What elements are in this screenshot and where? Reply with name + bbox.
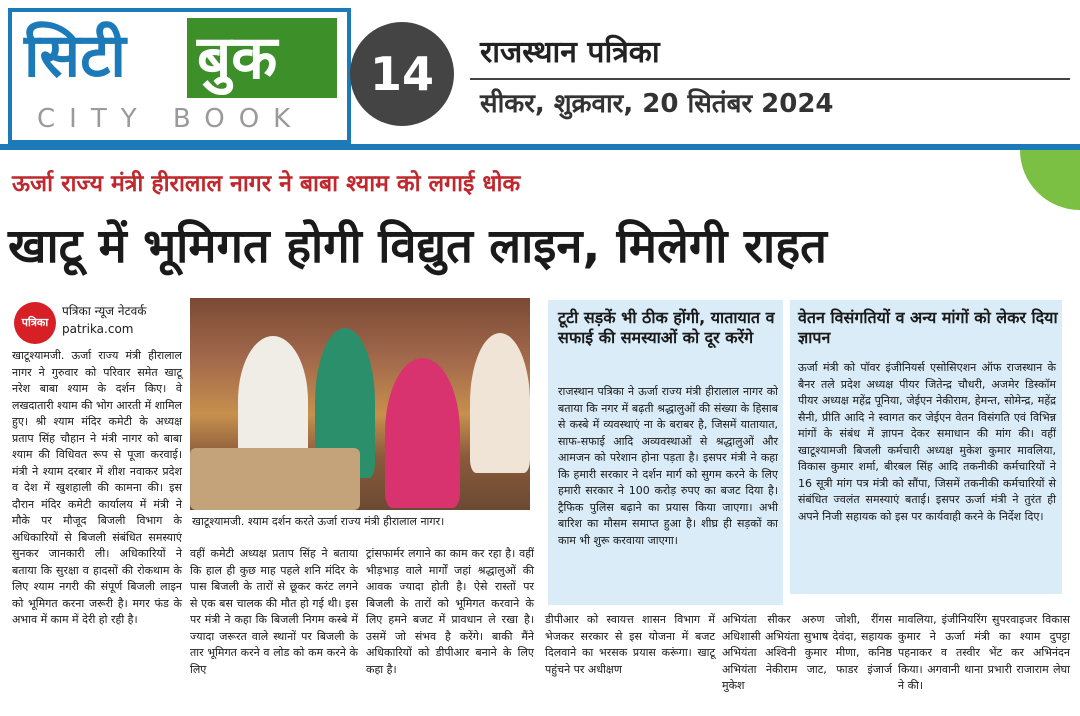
byline-site: patrika.com bbox=[62, 322, 134, 336]
photo-caption: खाटूश्यामजी. श्याम दर्शन करते ऊर्जा राज्य मंत्री हीरालाल नागर। bbox=[192, 515, 445, 528]
photo-figure bbox=[238, 336, 308, 466]
masthead-book: बुक bbox=[197, 23, 278, 93]
byline-name: पत्रिका न्यूज नेटवर्क bbox=[62, 304, 147, 318]
article-column-3: ट्रांसफार्मर लगाने का काम कर रहा है। वहीं भीड़भाड़ वाले मार्गों जहां श्रद्धालुओं की आवक ज्यादा होती है। ऐसे रास्तों पर बिजली के तारों को भूमिगत करवाने के लिए हमने बजट में प्रावधान ले रखा है। उसमें जो संभव है करेंगे। बाकी मैंने अधिकारियों को डीपीआर बनाने के लिए कहा है। bbox=[366, 547, 534, 676]
page-number: 14 bbox=[350, 22, 454, 126]
patrika-logo: पत्रिका bbox=[14, 302, 56, 344]
article-headline: खाटू में भूमिगत होगी विद्युत लाइन, मिलेगी राहत bbox=[8, 219, 827, 274]
box-memorandum-text: ऊर्जा मंत्री को पॉवर इंजीनियर्स एसोसिएशन ऑफ राजस्थान के बैनर तले प्रदेश अध्यक्ष पीयर जितेन्द्र चौधरी, अजमेर डिस्कॉम पीयर अध्यक्ष महेंद्र पूनिया, जेईएन नेकीराम, हेमन्त, सोमेन्द्र, महेंद्र सैनी, प्रीति आदि ने स्वागत कर जेईएन वेतन विसंगति एवं विभिन्न मांगों के संबंध में ज्ञापन देकर समाधान की मांग की। वहीं खाटूश्यामजी बिजली कर्मचारी अध्यक्ष मुकेश कुमार मावलिया, विकास कुमार शर्मा, बीरबल सिंह आदि तकनीकी कर्मचारियों ने 16 सूत्री मांग पत्र मंत्री को सौंपा, जिसमें तकनीकी कर्मचारियों से संबंधित ज्वलंत समस्याएं बताई। इसपर ऊर्जा मंत्री ने तुरंत ही अपने निजी सहायक को इस पर कार्यवाही करने के निर्देश दिए। bbox=[798, 361, 1056, 523]
dateline: सीकर, शुक्रवार, 20 सितंबर 2024 bbox=[480, 89, 834, 119]
article-column-4: डीपीआर को स्वायत्त शासन विभाग में भेजकर सरकार से इस योजना में बजट दिलवाने का भरसक प्रयास करूंगा। खाटू पहुंचने पर अधीक्षण bbox=[545, 613, 715, 676]
paper-name: राजस्थान पत्रिका bbox=[480, 35, 660, 70]
box-roads-text: राजस्थान पत्रिका ने ऊर्जा राज्य मंत्री हीरालाल नागर को बताया कि नगर में बढ़ती श्रद्धालुओं की संख्या के हिसाब से कस्बे में व्यवस्थाएं ना के बराबर है, जिसमें यातायात, साफ-सफाई आदि अव्यवस्थाओं से श्रद्धालुओं और आमजन को परेशान होना पड़ता है। इसपर मंत्री ने कहा कि हमारी सरकार ने दर्शन मार्ग को सुगम करने के लिए हमारी सरकार ने 100 करोड़ रुपए का बजट दिया है। ट्रैफिक पुलिस बढ़ाने का प्रयास किया जाएगा। अभी बारिश का मौसम समाप्त हुआ है। शीघ्र ही सड़कों का काम भी शुरू करवाया जाएगा। bbox=[558, 385, 778, 547]
masthead-subtitle: CITY BOOK bbox=[37, 104, 305, 134]
masthead-logo bbox=[8, 8, 351, 144]
article-column-2: वहीं कमेटी अध्यक्ष प्रताप सिंह ने बताया कि हाल ही कुछ माह पहले शनि मंदिर के पास बिजली के तारों से छूकर करंट लगने से एक बस चालक की मौत हो गई थी। इस पर मंत्री ने कहा कि बिजली निगम कस्बे में ज्यादा जरूरत वाले स्थानों पर बिजली के तार भूमिगत करने व लोड को कम करने के लिए bbox=[190, 547, 358, 676]
box-memorandum-heading: वेतन विसंगतियों व अन्य मांगों को लेकर दिया ज्ञापन bbox=[798, 308, 1058, 347]
header-divider bbox=[0, 144, 1080, 150]
photo-figure bbox=[385, 358, 460, 508]
article-column-6: मावलिया, इंजीनियरिंग सुपरवाइजर विकास कुमार ने ऊर्जा मंत्री का श्याम दुपट्टा पहनाकर व तस्वीर भेंट कर अभिनंदन किया। अगवानी थाना प्रभारी राजाराम लेघा ने की। bbox=[898, 613, 1070, 692]
photo-figure bbox=[470, 333, 530, 473]
masthead-rule bbox=[470, 78, 1070, 80]
article-column-1: खाटूश्यामजी. ऊर्जा राज्य मंत्री हीरालाल नागर ने गुरुवार को परिवार समेत खाटू नरेश बाबा श्याम के दर्शन किए। वे लखदातारी श्याम की भोग आरती में शामिल हुए। श्री श्याम मंदिर कमेटी के अध्यक्ष प्रताप सिंह चौहान ने मंत्री नागर को बाबा श्याम की विधिवत रूप से पूजा करवाई। मंत्री ने श्याम दरबार में शीश नवाकर प्रदेश व देश में खुशहाली की कामना की। इस दौरान मंदिर कमेटी कार्यालय में मंत्री ने मौके पर मौजूद बिजली विभाग के अधिकारियों से बिजली संबंधित समस्याएं सुनकर जानकारी ली। अधिकारियों ने बताया कि सुरक्षा व हादसों की रोकथाम के लिए श्याम नगरी की संपूर्ण बिजली लाइन को भूमिगत करना जरूरी है। मगर फंड के अभाव में काम में देरी हो रही है। bbox=[12, 349, 182, 626]
masthead-city: सिटी bbox=[24, 21, 126, 91]
article-photo bbox=[190, 298, 530, 510]
box-roads-heading: टूटी सड़कें भी ठीक होंगी, यातायात व सफाई की समस्याओं को दूर करेंगे bbox=[558, 308, 775, 347]
article-kicker: ऊर्जा राज्य मंत्री हीरालाल नागर ने बाबा श्याम को लगाई धोक bbox=[12, 171, 521, 197]
photo-counter bbox=[190, 448, 360, 510]
article-column-5: अभियंता सीकर अरुण जोशी, रींगस अधिशासी अभियंता सुभाष देवंदा, सहायक अभियंता अश्विनी कुमार मीणा, कनिष्ठ अभियंता नेकीराम जाट, फाडर इंजार्ज मुकेश bbox=[722, 613, 892, 692]
corner-decoration bbox=[1020, 150, 1080, 210]
